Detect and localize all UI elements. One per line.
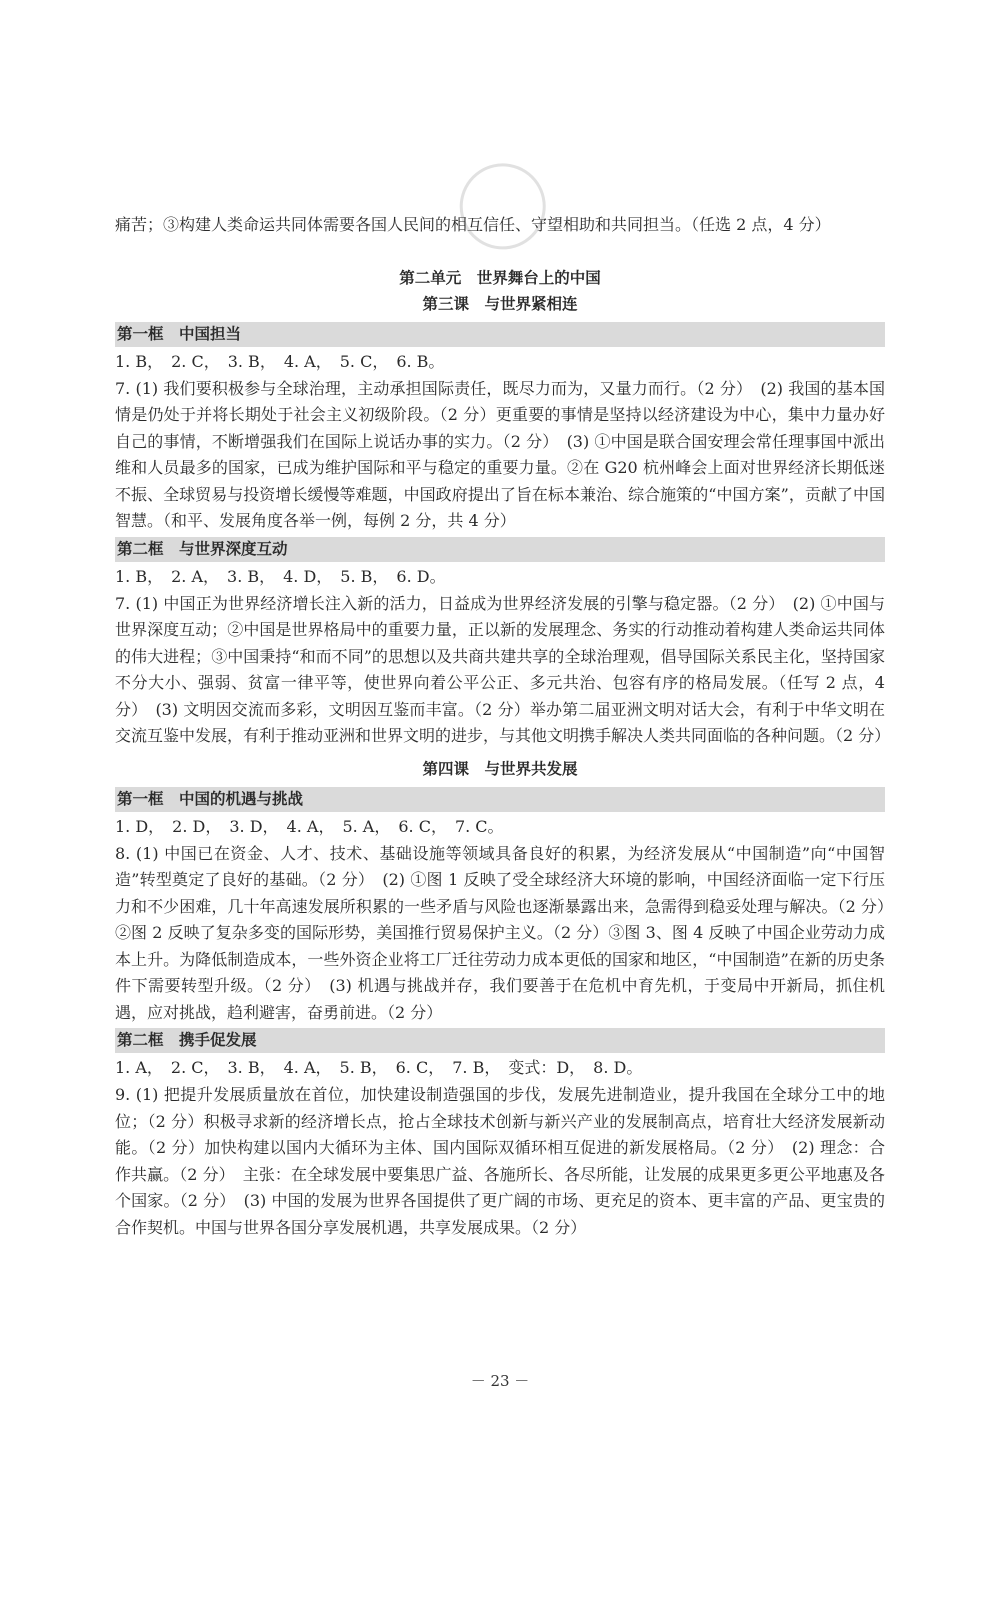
page-number: － 23 － xyxy=(470,1372,530,1390)
section-heading: 第二框 携手促发展 xyxy=(115,1028,885,1053)
question-answer: 7. (1) 我们要积极参与全球治理，主动承担国际责任，既尽力而为，又量力而行。（2 分） (2) 我国的基本国情是仍处于并将长期处于社会主义初级阶段。（2 分）更重要的事情是坚持以经济建设为中心，集中力量办好自己的事情，不断增强我们在国际上说话办事的实力。（2 分） (3) ①中国是联合国安理会常任理事国中派出维和人员最多的国家，已成为维护国际和平与稳定的重要力量。②在 G20 杭州峰会上面对世界经济长期低迷不振、全球贸易与投资增长缓慢等难题，中国政府提出了旨在标本兼治、综合施策的“中国方案”，贡献了中国智慧。（和平、发展角度各举一例，每例 2 分，共 4 分） xyxy=(115,378,885,530)
question-answer: 9. (1) 把提升发展质量放在首位，加快建设制造强国的步伐，发展先进制造业，提升我国在全球分工中的地位；（2 分）积极寻求新的经济增长点，抢占全球技术创新与新兴产业的发展制高点，培育壮大经济发展新动能。（2 分）加快构建以国内大循环为主体、国内国际双循环相互促进的新发展格局。（2 分） (2) 理念：合作共赢。（2 分） 主张：在全球发展中要集思广益、各施所长、各尽所能，让发展的成果更多更公平地惠及各个国家。（2 分） (3) 中国的发展为世界各国提供了更广阔的市场、更充足的资本、更丰富的产品、更宝贵的合作契机。中国与世界各国分享发展机遇，共享发展成果。（2 分） xyxy=(115,1085,885,1237)
question-answer: 8. (1) 中国已在资金、人才、技术、基础设施等领域具备良好的积累，为经济发展从“中国制造”向“中国智造”转型奠定了良好的基础。（2 分） (2) ①图 1 反映了受全球经济大环境的影响，中国经济面临一定下行压力和不少困难，几十年高速发展所积累的一些矛盾与风险也逐渐暴露出来，急需得到稳妥处理与解决。（2 分）②图 2 反映了复杂多变的国际形势，美国推行贸易保护主义。（2 分）③图 3、图 4 反映了中国企业劳动力成本上升。为降低制造成本，一些外资企业将工厂迁往劳动力成本更低的国家和地区，“中国制造”在新的历史条件下需要转型升级。（2 分） (3) 机遇与挑战并存，我们要善于在危机中育先机，于变局中开新局，抓住机遇，应对挑战，趋利避害，奋勇前进。（2 分） xyxy=(115,843,885,1022)
lesson-title: 第四课 与世界共发展 xyxy=(422,759,578,778)
corner-logo xyxy=(813,1492,978,1572)
lesson-title: 第三课 与世界紧相连 xyxy=(422,294,578,313)
multiple-choice-answers: 1. D， 2. D， 3. D， 4. A， 5. A， 6. C， 7. C。 xyxy=(115,816,504,836)
lead-paragraph: 痛苦；③构建人类命运共同体需要各国人民间的相互信任、守望相助和共同担当。（任选 2 点，4 分） xyxy=(115,215,831,234)
section-heading: 第一框 中国担当 xyxy=(115,322,885,347)
section-heading: 第二框 与世界深度互动 xyxy=(115,537,885,562)
multiple-choice-answers: 1. A， 2. C， 3. B， 4. A， 5. B， 6. C， 7. B， 变式：D， 8. D。 xyxy=(115,1058,643,1077)
page-content xyxy=(115,212,891,1241)
unit-title: 第二单元 世界舞台上的中国 xyxy=(399,268,601,287)
multiple-choice-answers: 1. B， 2. A， 3. B， 4. D， 5. B， 6. D。 xyxy=(115,566,446,586)
multiple-choice-answers: 1. B， 2. C， 3. B， 4. A， 5. C， 6. B。 xyxy=(115,351,445,371)
question-answer: 7. (1) 中国正为世界经济增长注入新的活力，日益成为世界经济发展的引擎与稳定器。（2 分） (2) ①中国与世界深度互动；②中国是世界格局中的重要力量，正以新的发展理念、务实的行动推动着构建人类命运共同体的伟大进程；③中国秉持“和而不同”的思想以及共商共建共享的全球治理观，倡导国际关系民主化，坚持国家不分大小、强弱、贫富一律平等，使世界向着公平公正、多元共治、包容有序的格局发展。（任写 2 点，4 分） (3) 文明因交流而多彩，文明因互鉴而丰富。（2 分）举办第二届亚洲文明对话大会，有利于中华文明在交流互鉴中发展，有利于推动亚洲和世界文明的进步，与其他文明携手解决人类共同面临的各种问题。（2 分） xyxy=(115,593,891,745)
section-heading: 第一框 中国的机遇与挑战 xyxy=(115,787,885,812)
